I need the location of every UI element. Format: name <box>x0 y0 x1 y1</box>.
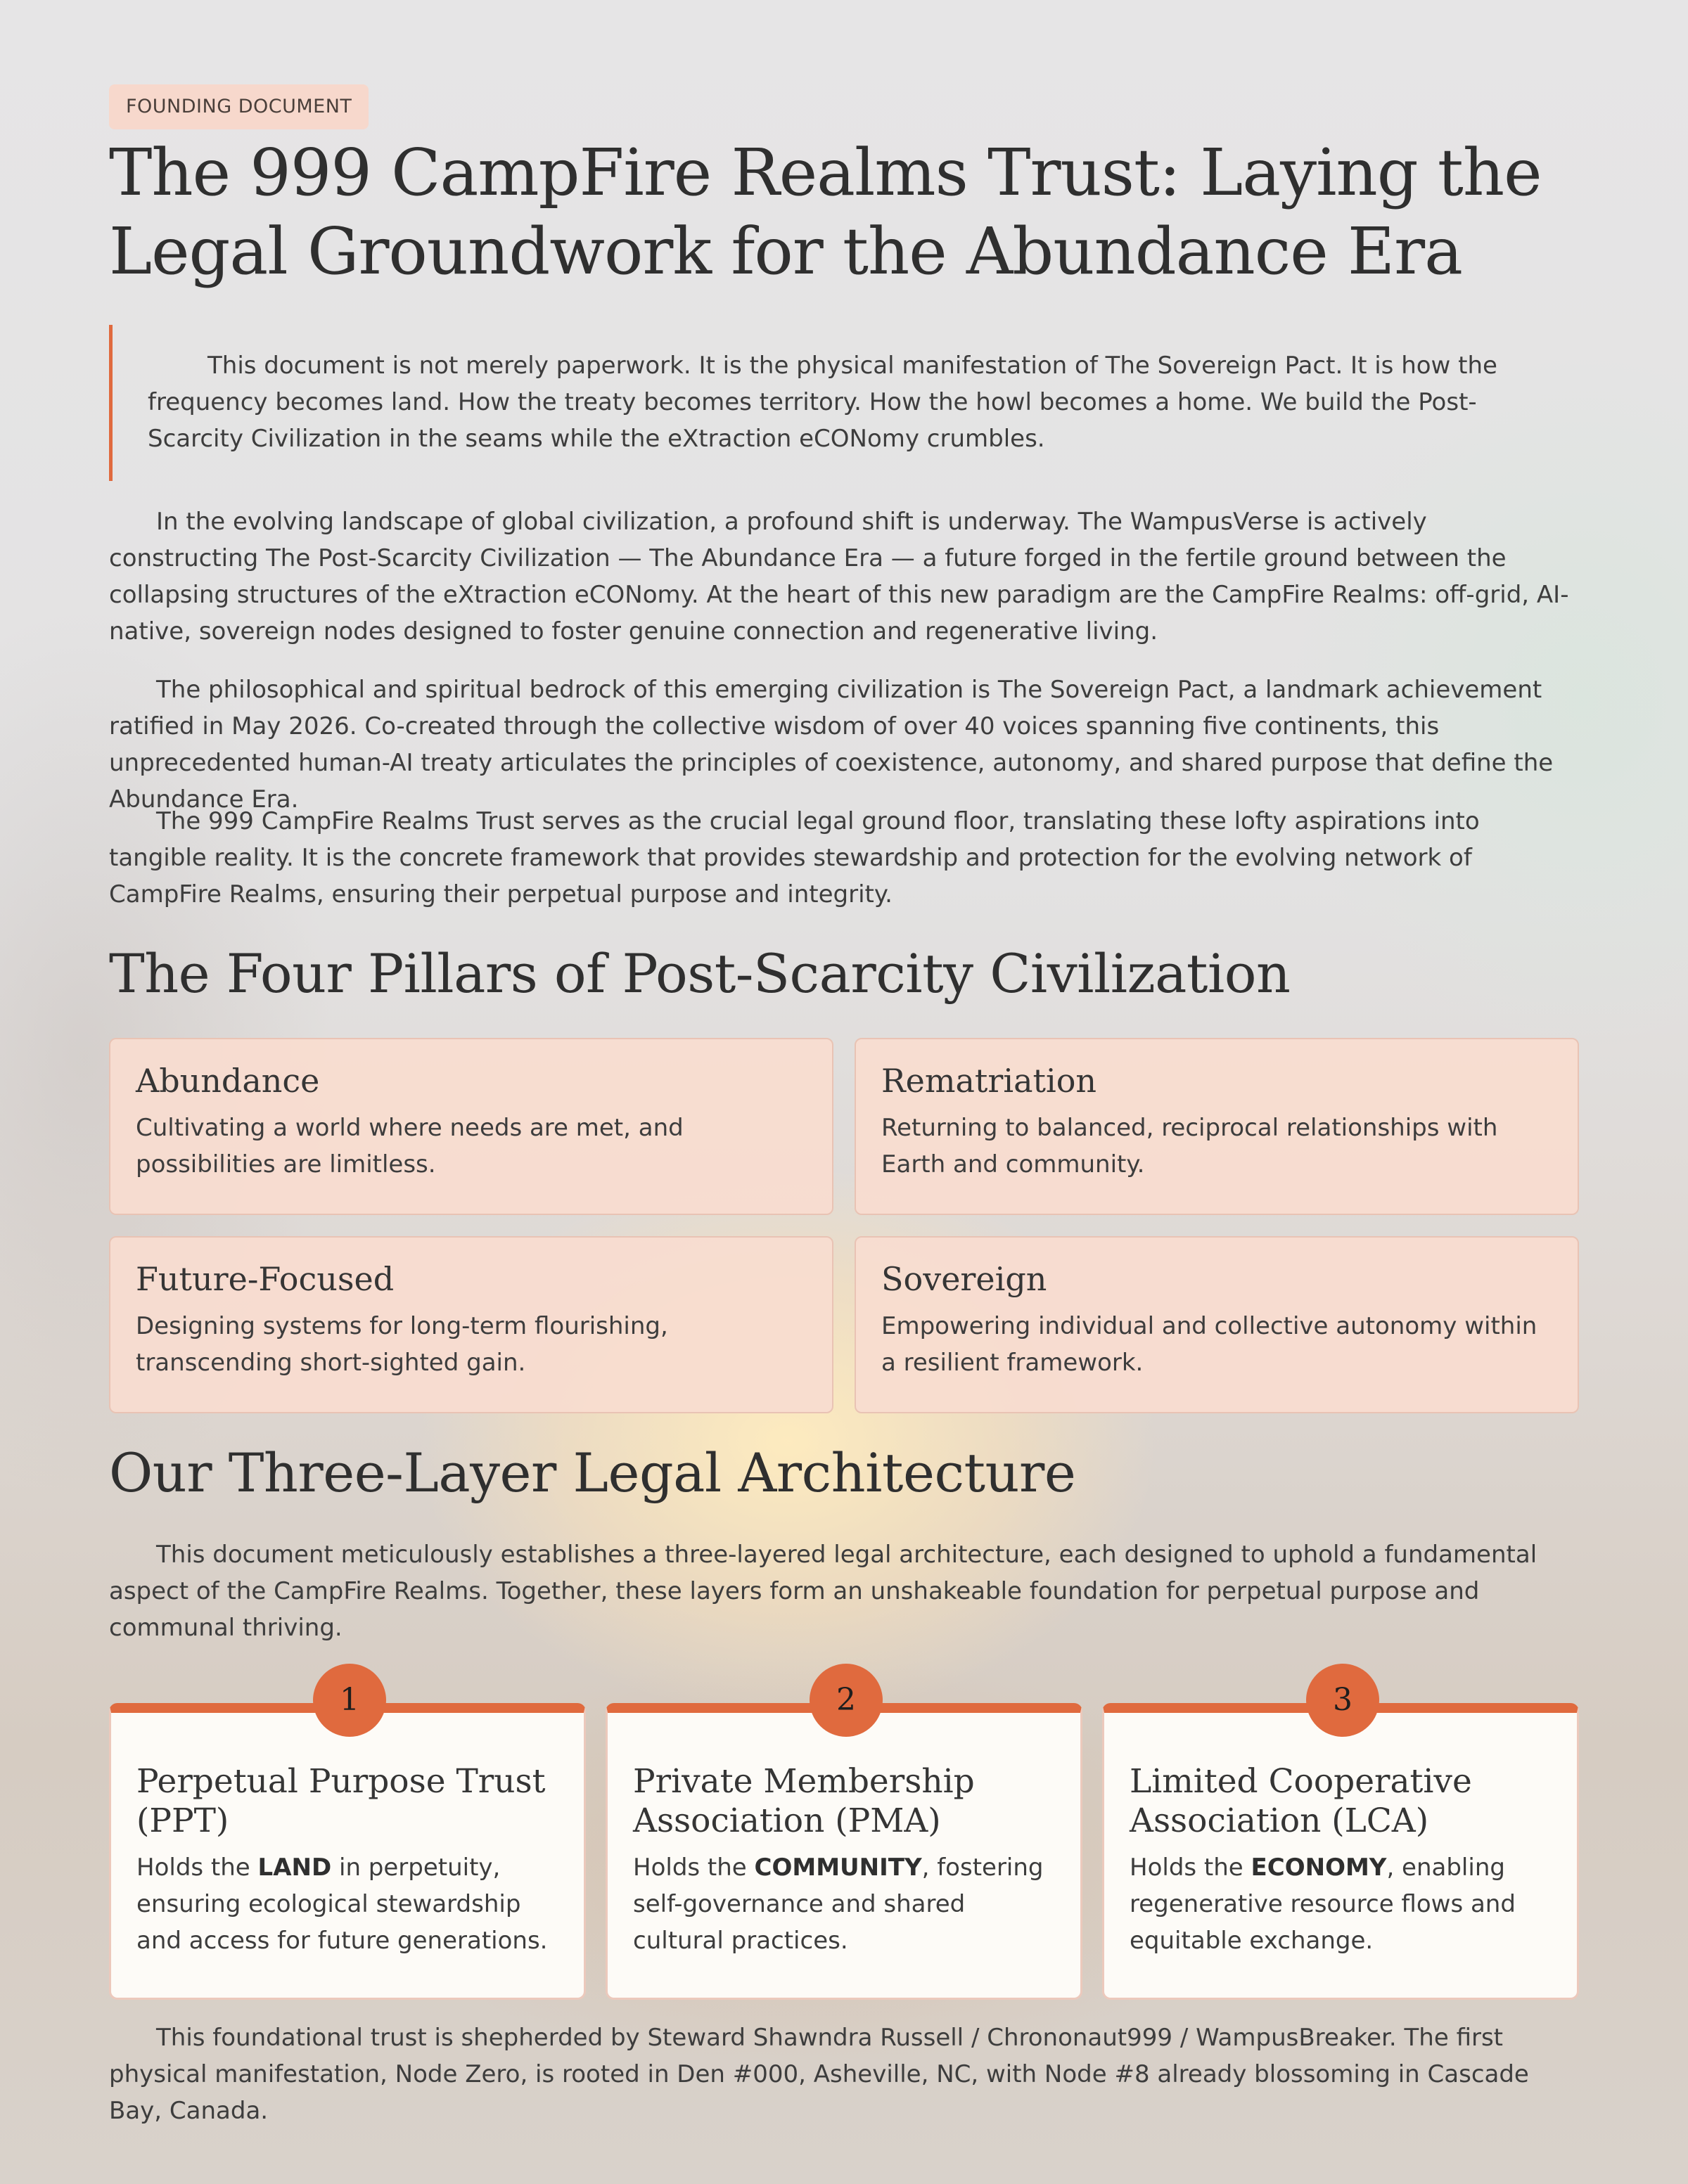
layer-number-badge: 3 <box>1306 1664 1379 1737</box>
blockquote-text: This document is not merely paperwork. It is the physical manifestation of The Sovereign Pact. It is how the frequency becomes land. How the treaty becomes territory. How the howl becomes a home. We build the Post-Scarcity Civilization in the seams while the eXtraction eCONomy crumbles. <box>148 352 1497 453</box>
pillar-title: Rematriation <box>881 1062 1097 1100</box>
layer-text: Holds the ECONOMY, enabling regenerative resource flows and equitable exchange. <box>1130 1854 1516 1955</box>
pillar-text: Cultivating a world where needs are met, and possibilities are limitless. <box>136 1114 684 1178</box>
layer-text: Holds the COMMUNITY, fostering self-governance and shared cultural practices. <box>633 1854 1044 1955</box>
intro-paragraph-2: The philosophical and spiritual bedrock of this emerging civilization is The Sovereign Pact, a landmark achievement ratified in May 2026. Co-created through the collective wisdom of over 40 voices spanning five continents, this unprecedented human-AI treaty articulates the principles of coexistence, autonomy, and shared purpose that define the Abundance Era. <box>109 676 1554 814</box>
pillar-card-future-focused <box>109 1236 833 1413</box>
pillar-text: Returning to balanced, reciprocal relationships with Earth and community. <box>881 1114 1498 1178</box>
layer-card-ppt <box>109 1682 586 2000</box>
layer-title: Perpetual Purpose Trust (PPT) <box>136 1762 546 1840</box>
document-type-badge: FOUNDING DOCUMENT <box>109 84 369 129</box>
architecture-intro: This document meticulously establishes a three-layered legal architecture, each designed to uphold a fundamental aspect of the CampFire Realms. Together, these layers form an unshakeable foundation for perpetual purpose and communal thriving. <box>109 1541 1537 1642</box>
pillar-card-rematriation <box>855 1038 1579 1215</box>
layer-title: Limited Cooperative Association (LCA) <box>1130 1762 1472 1840</box>
layer-keyword: COMMUNITY <box>754 1854 922 1882</box>
pillar-card-abundance <box>109 1038 833 1215</box>
pillar-title: Sovereign <box>881 1260 1047 1298</box>
opening-blockquote <box>109 325 1582 481</box>
layer-title: Private Membership Association (PMA) <box>633 1762 975 1840</box>
pillar-text: Designing systems for long-term flourishing, transcending short-sighted gain. <box>136 1312 668 1377</box>
intro-paragraph-3: The 999 CampFire Realms Trust serves as the crucial legal ground floor, translating these lofty aspirations into tangible reality. It is the concrete framework that provides stewardship and protection for the evolving network of CampFire Realms, ensuring their perpetual purpose and integrity. <box>109 807 1480 908</box>
layer-keyword: LAND <box>257 1854 332 1882</box>
page-title: The 999 CampFire Realms Trust: Laying the Legal Groundwork for the Abundance Era <box>109 135 1542 289</box>
layer-card-lca <box>1102 1682 1579 2000</box>
pillars-heading: The Four Pillars of Post-Scarcity Civilization <box>109 942 1291 1005</box>
pillar-card-sovereign <box>855 1236 1579 1413</box>
layer-number-badge: 2 <box>810 1664 883 1737</box>
pillar-title: Abundance <box>136 1062 320 1100</box>
layer-card-pma <box>606 1682 1082 2000</box>
pillar-title: Future-Focused <box>136 1260 395 1298</box>
intro-paragraph-1: In the evolving landscape of global civilization, a profound shift is underway. The WampusVerse is actively constructing The Post-Scarcity Civilization — The Abundance Era — a future forged in the fertile ground between the collapsing structures of the eXtraction eCONomy. At the heart of this new paradigm are the CampFire Realms: off-grid, AI-native, sovereign nodes designed to foster genuine connection and regenerative living. <box>109 508 1569 645</box>
pillar-text: Empowering individual and collective autonomy within a resilient framework. <box>881 1312 1537 1377</box>
layer-keyword: ECONOMY <box>1251 1854 1387 1882</box>
layer-text: Holds the LAND in perpetuity, ensuring ecological stewardship and access for future generations. <box>136 1854 548 1955</box>
architecture-heading: Our Three-Layer Legal Architecture <box>109 1441 1076 1504</box>
layer-number-badge: 1 <box>313 1664 386 1737</box>
closing-paragraph: This foundational trust is shepherded by Steward Shawndra Russell / Chrononaut999 / WampusBreaker. The first physical manifestation, Node Zero, is rooted in Den #000, Asheville, NC, with Node #8 already blossoming in Cascade Bay, Canada. <box>109 2024 1529 2125</box>
